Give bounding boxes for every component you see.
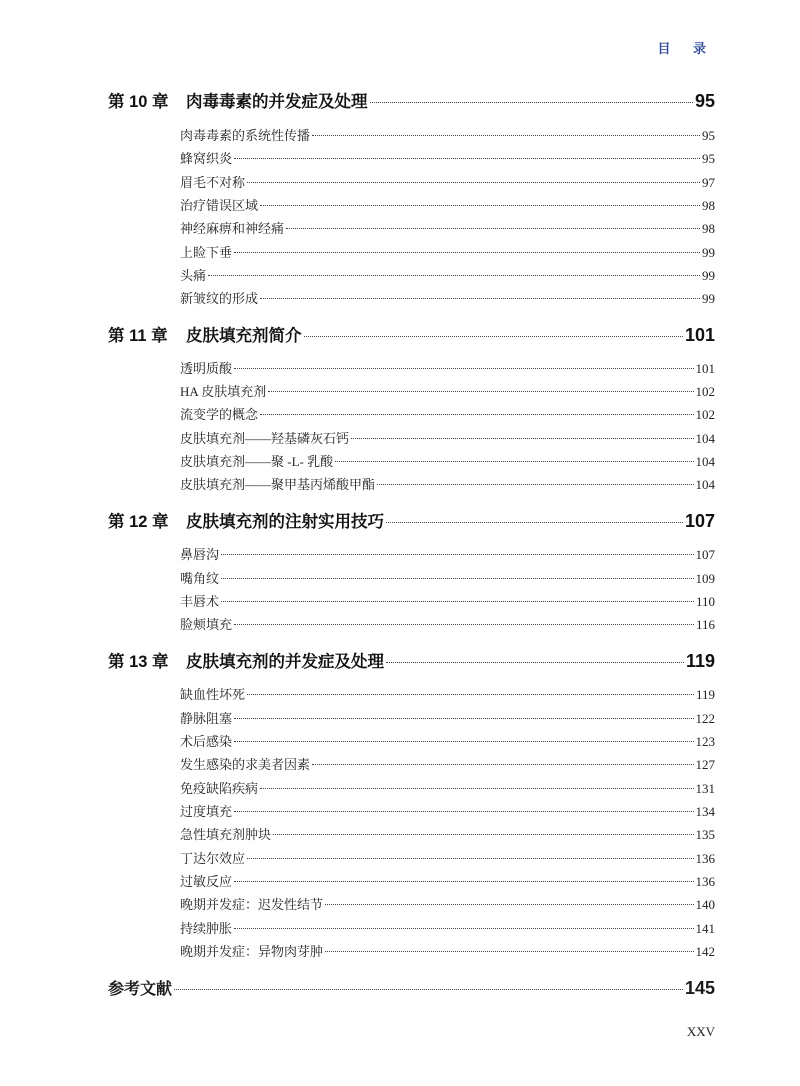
section-page: 104 [695,431,715,446]
section-title: 透明质酸 [180,361,233,376]
chapter-page: 107 [684,511,715,531]
section-entry[interactable] [108,265,715,284]
section-title: 晚期并发症：异物肉芽肿 [180,944,324,959]
section-title: 静脉阻塞 [180,711,233,726]
dot-leader [221,554,693,555]
section-page: 99 [702,268,715,283]
section-page: 102 [695,384,715,399]
section-page: 135 [695,827,715,842]
section-title: 神经麻痹和神经痛 [180,221,285,236]
dot-leader [234,368,693,369]
section-page: 136 [695,851,715,866]
section-page: 140 [695,897,715,912]
dot-leader [351,438,693,439]
section-entry[interactable] [108,754,715,773]
dot-leader [304,336,683,337]
section-entry[interactable] [108,218,715,237]
dot-leader [386,522,683,523]
chapter-page: 119 [685,651,715,671]
section-entry[interactable] [108,544,715,563]
section-title: 缺血性坏死 [180,687,246,702]
dot-leader [247,694,694,695]
references-page: 145 [684,978,715,998]
section-entry[interactable] [108,428,715,447]
dot-leader [221,578,693,579]
chapter-page: 95 [694,91,715,111]
dot-leader [268,391,693,392]
references-entry[interactable] [108,976,715,999]
chapter-title: 皮肤填充剂的并发症及处理 [186,653,384,671]
toc-header-title: 目 录 [657,42,715,57]
dot-leader [260,788,693,789]
section-page: 119 [695,687,715,702]
section-title: 鼻唇沟 [180,547,220,562]
section-title: 持续肿胀 [180,921,233,936]
section-title: 晚期并发症：迟发性结节 [180,897,324,912]
section-entry[interactable] [108,848,715,867]
section-page: 101 [695,361,715,376]
section-entry[interactable] [108,288,715,307]
chapter-page: 101 [684,325,715,345]
dot-leader [260,298,700,299]
section-page: 97 [702,175,715,190]
dot-leader [247,182,700,183]
chapter-title: 肉毒毒素的并发症及处理 [186,93,368,111]
section-page: 141 [695,921,715,936]
section-page: 122 [695,711,715,726]
dot-leader [234,811,693,812]
section-page: 95 [702,128,715,143]
section-entry[interactable] [108,614,715,633]
section-entry[interactable] [108,684,715,703]
section-page: 131 [695,781,715,796]
section-page: 104 [695,477,715,492]
section-title: 皮肤填充剂——羟基磷灰石钙 [180,431,350,446]
section-entry[interactable] [108,731,715,750]
dot-leader [221,601,694,602]
section-entry[interactable] [108,778,715,797]
section-title: 肉毒毒素的系统性传播 [180,128,311,143]
chapter-number: 第 11 章 [108,327,168,345]
dot-leader [325,951,693,952]
dot-leader [377,484,693,485]
section-title: 丁达尔效应 [180,851,246,866]
section-entry[interactable] [108,381,715,400]
chapter-title: 皮肤填充剂的注射实用技巧 [186,513,384,531]
dot-leader [234,928,693,929]
section-page: 110 [695,594,715,609]
section-entry[interactable] [108,941,715,960]
dot-leader [312,764,693,765]
section-title: 上睑下垂 [180,245,233,260]
section-title: 丰唇术 [180,594,220,609]
page-folio: XXV [686,1024,715,1039]
section-entry[interactable] [108,708,715,727]
section-entry[interactable] [108,148,715,167]
section-title: 头痛 [180,268,207,283]
dot-leader [234,158,700,159]
section-entry[interactable] [108,195,715,214]
section-entry[interactable] [108,568,715,587]
dot-leader [335,461,693,462]
section-entry[interactable] [108,801,715,820]
chapter-11-entry[interactable] [108,322,715,346]
section-page: 99 [702,291,715,306]
section-entry[interactable] [108,918,715,937]
references-title: 参考文献 [108,981,173,998]
section-title: 免疫缺陷疾病 [180,781,259,796]
section-title: 脸颊填充 [180,617,233,632]
section-entry[interactable] [108,591,715,610]
chapter-12-entry[interactable] [108,508,715,532]
section-title: 过度填充 [180,804,233,819]
section-page: 98 [702,198,715,213]
dot-leader [325,904,693,905]
section-title: HA 皮肤填充剂 [180,384,267,399]
section-page: 95 [702,151,715,166]
section-entry[interactable] [108,172,715,191]
section-title: 术后感染 [180,734,233,749]
chapter-10-entry[interactable] [108,88,715,112]
chapter-13-entry[interactable] [108,648,715,672]
dot-leader [234,741,693,742]
section-entry[interactable] [108,242,715,261]
section-entry[interactable] [108,871,715,890]
chapter-number: 第 10 章 [108,93,169,111]
section-entry[interactable] [108,451,715,470]
dot-leader [208,275,700,276]
section-entry[interactable] [108,894,715,913]
section-title: 嘴角纹 [180,571,220,586]
section-entry[interactable] [108,125,715,144]
section-title: 治疗错误区域 [180,198,259,213]
dot-leader [370,102,693,103]
section-page: 102 [695,407,715,422]
section-page: 142 [695,944,715,959]
dot-leader [260,205,700,206]
chapter-title: 皮肤填充剂简介 [186,327,302,345]
section-title: 新皱纹的形成 [180,291,259,306]
section-page: 98 [702,221,715,236]
section-entry[interactable] [108,824,715,843]
chapter-number: 第 13 章 [108,653,169,671]
dot-leader [312,135,700,136]
section-page: 116 [695,617,715,632]
section-entry[interactable] [108,404,715,423]
section-page: 136 [695,874,715,889]
section-title: 皮肤填充剂——聚 -L- 乳酸 [180,454,334,469]
dot-leader [234,252,700,253]
dot-leader [286,228,700,229]
section-title: 蜂窝织炎 [180,151,233,166]
section-title: 流变学的概念 [180,407,259,422]
section-page: 99 [702,245,715,260]
section-page: 109 [695,571,715,586]
section-title: 发生感染的求美者因素 [180,757,311,772]
chapter-number: 第 12 章 [108,513,169,531]
dot-leader [234,624,694,625]
section-title: 皮肤填充剂——聚甲基丙烯酸甲酯 [180,477,376,492]
dot-leader [386,662,684,663]
section-page: 127 [695,757,715,772]
section-page: 134 [695,804,715,819]
section-entry[interactable] [108,474,715,493]
section-page: 123 [695,734,715,749]
section-entry[interactable] [108,358,715,377]
section-page: 104 [695,454,715,469]
section-page: 107 [695,547,715,562]
dot-leader [234,881,693,882]
dot-leader [260,414,693,415]
dot-leader [273,834,693,835]
dot-leader [234,718,693,719]
section-title: 过敏反应 [180,874,233,889]
dot-leader [174,989,683,990]
section-title: 急性填充剂肿块 [180,827,272,842]
section-title: 眉毛不对称 [180,175,246,190]
dot-leader [247,858,693,859]
